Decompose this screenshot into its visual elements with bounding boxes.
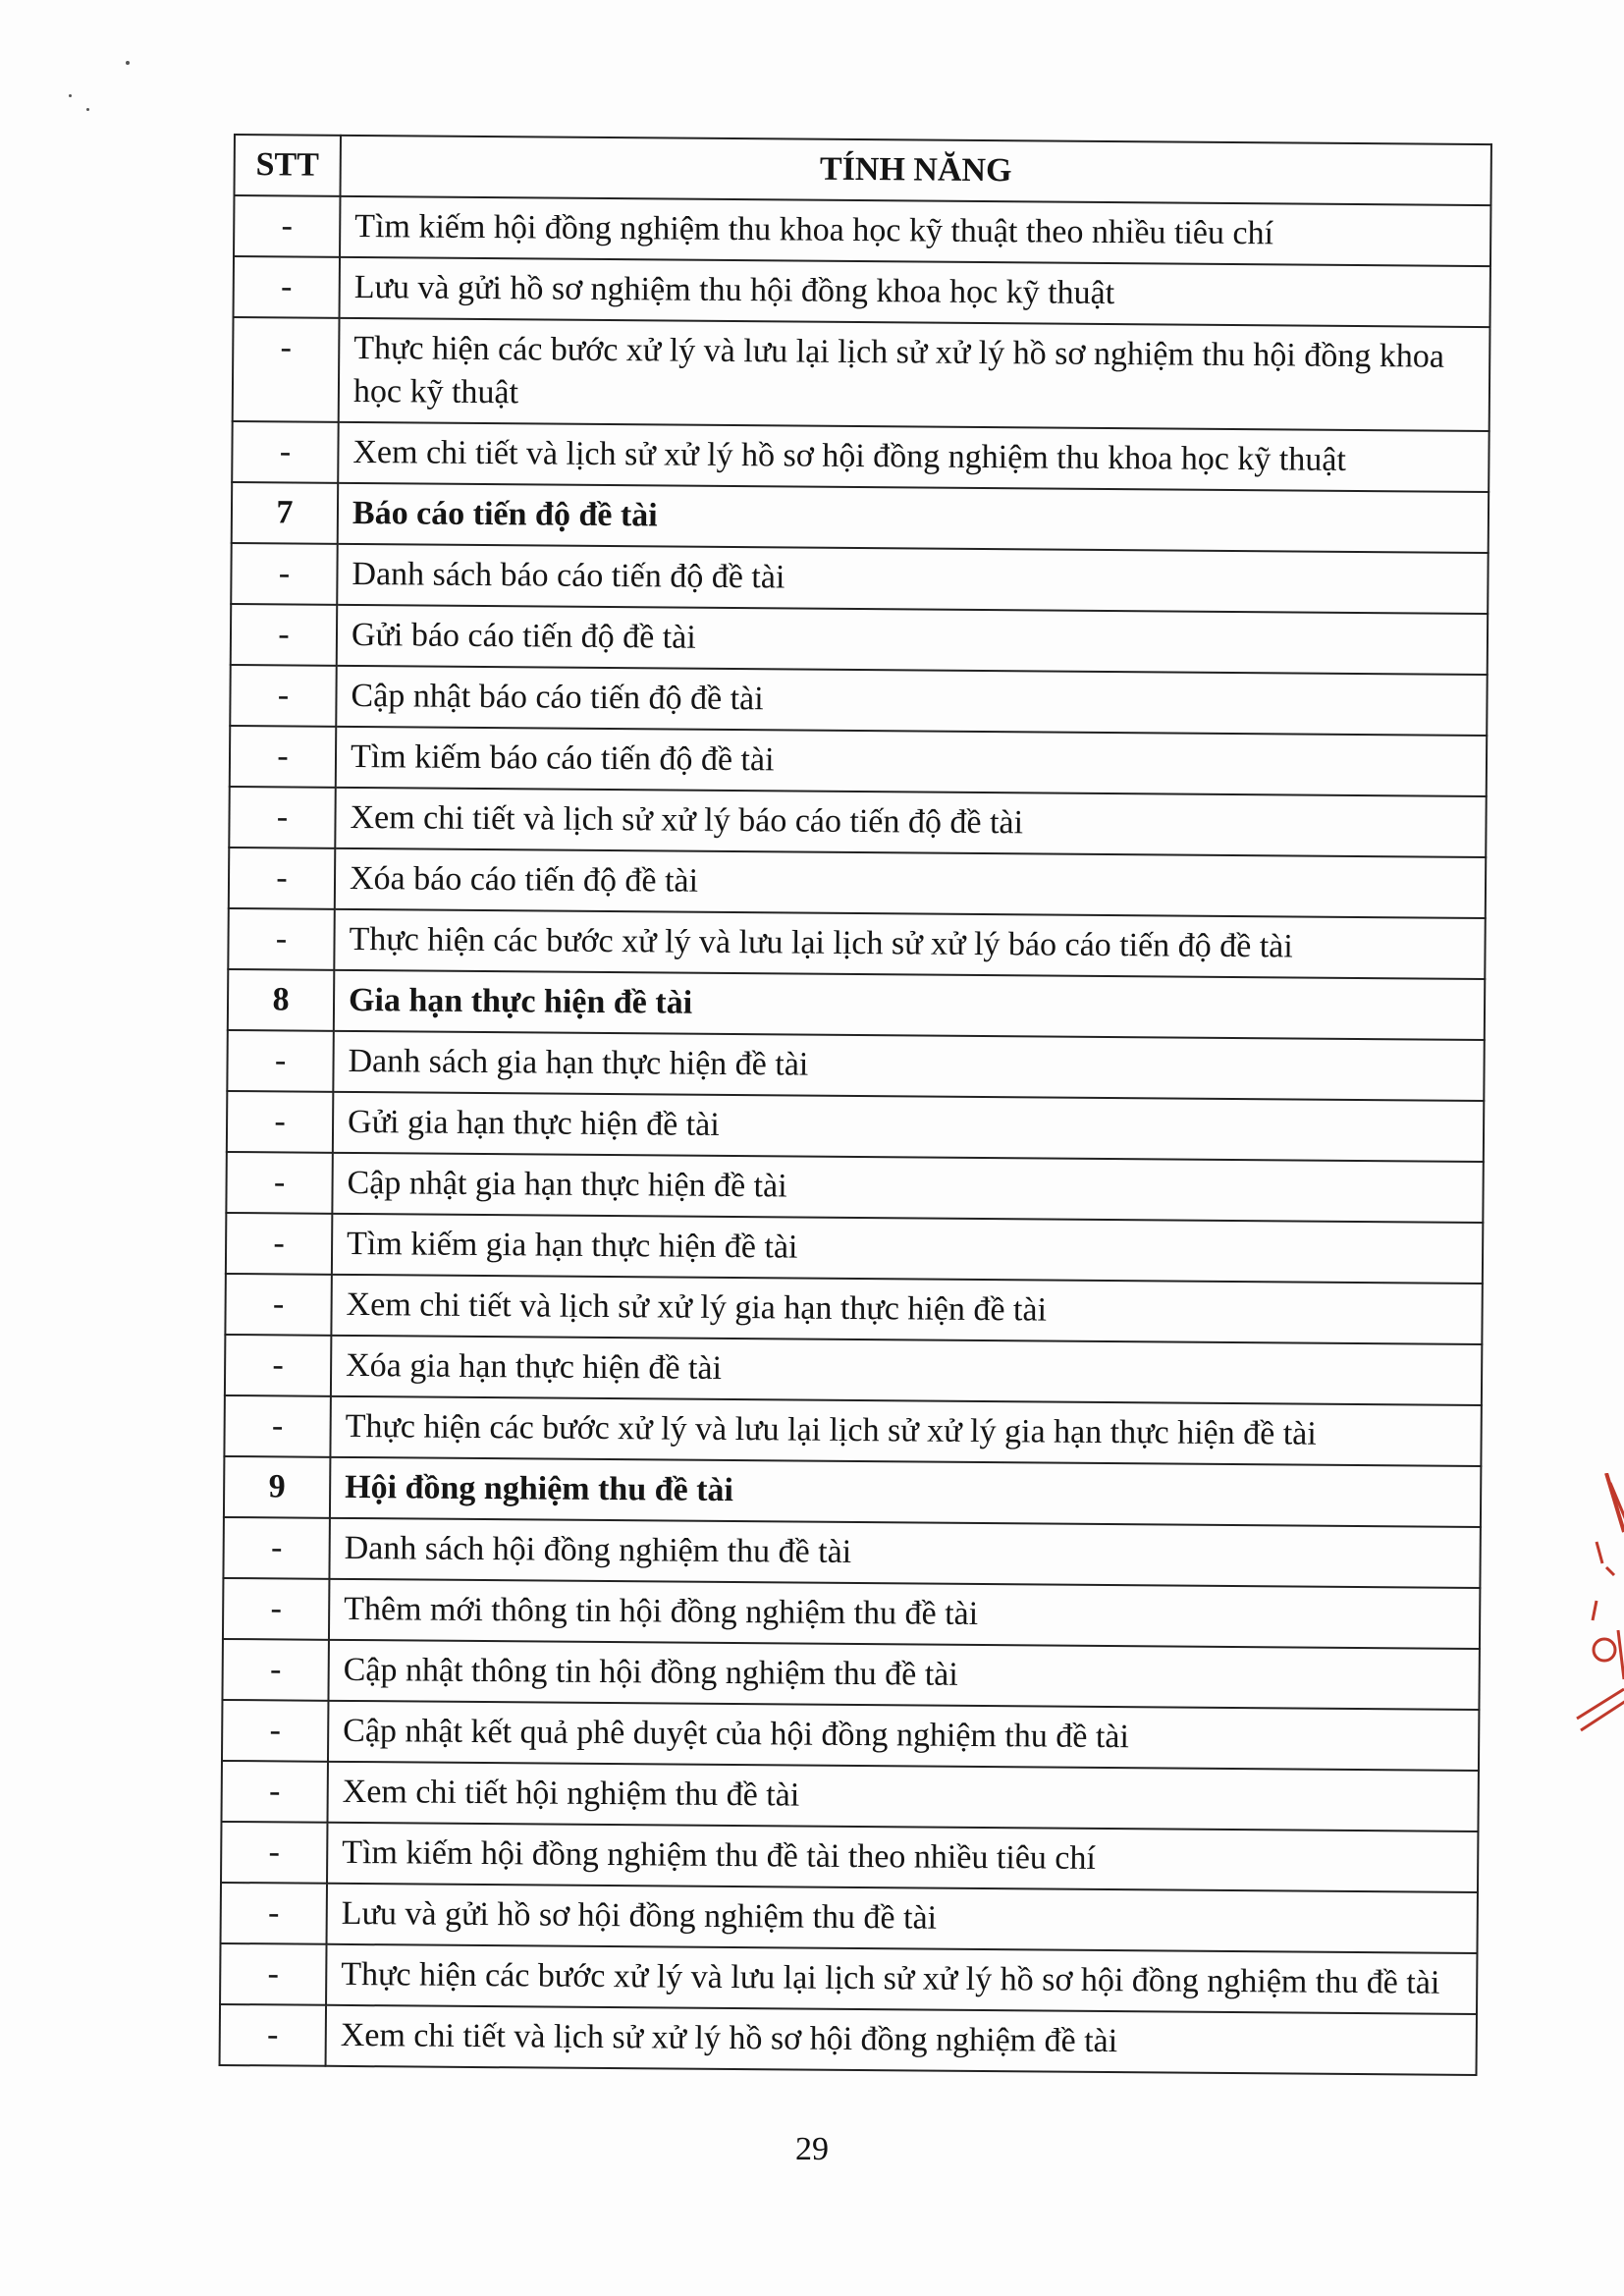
table-row: [221, 1761, 1478, 1831]
table-row: [222, 1639, 1479, 1710]
feature-cell: Xóa gia hạn thực hiện đề tài: [331, 1336, 1482, 1405]
table-row: [229, 847, 1486, 918]
feature-table-body: [220, 195, 1491, 2075]
table-row: [227, 1030, 1484, 1101]
table-header-row: [235, 135, 1491, 205]
table-row: [234, 195, 1490, 266]
feature-cell: Tìm kiếm báo cáo tiến độ đề tài: [336, 727, 1487, 796]
row-stt-cell: -: [222, 1700, 328, 1762]
feature-cell: Gửi gia hạn thực hiện đề tài: [333, 1092, 1484, 1162]
feature-cell: Tìm kiếm hội đồng nghiệm thu đề tài theo nhiều tiêu chí: [327, 1823, 1478, 1892]
row-stt-cell: -: [228, 908, 334, 970]
group-title-cell: Báo cáo tiến độ đề tài: [338, 483, 1489, 553]
row-stt-cell: -: [232, 421, 338, 483]
row-stt-cell: -: [226, 1213, 332, 1275]
table-row: [224, 1395, 1481, 1466]
feature-cell: Xem chi tiết và lịch sử xử lý báo cáo tiến độ đề tài: [335, 788, 1486, 857]
table-row: [231, 543, 1488, 614]
table-row: [234, 256, 1490, 327]
scan-speck: [69, 94, 72, 97]
table-row: [220, 1943, 1477, 2014]
table-row: [227, 1091, 1484, 1162]
table-group-row: [224, 1456, 1481, 1527]
row-stt-cell: -: [234, 256, 340, 318]
feature-cell: Gửi báo cáo tiến độ đề tài: [337, 605, 1488, 675]
table-row: [233, 317, 1490, 431]
table-row: [226, 1213, 1483, 1284]
feature-cell: Cập nhật báo cáo tiến độ đề tài: [336, 666, 1487, 736]
row-stt-cell: -: [225, 1274, 331, 1336]
row-stt-cell: -: [231, 543, 337, 605]
table-row: [230, 726, 1487, 796]
feature-cell: Xem chi tiết và lịch sử xử lý gia hạn thực hiện đề tài: [331, 1275, 1482, 1344]
table-row: [220, 2004, 1477, 2075]
row-stt-cell: -: [223, 1517, 329, 1579]
row-stt-cell: -: [223, 1578, 329, 1640]
row-stt-cell: -: [229, 787, 335, 848]
row-stt-cell: -: [230, 665, 336, 727]
row-stt-cell: -: [220, 2004, 326, 2066]
table-row: [232, 421, 1489, 492]
feature-column-header: TÍNH NĂNG: [341, 136, 1491, 205]
page-number: 29: [795, 2131, 829, 2167]
table-row: [231, 604, 1488, 675]
group-title-cell: Gia hạn thực hiện đề tài: [334, 970, 1485, 1040]
feature-cell: Cập nhật kết quả phê duyệt của hội đồng nghiệm thu đề tài: [328, 1701, 1479, 1771]
feature-cell: Tìm kiếm gia hạn thực hiện đề tài: [332, 1214, 1483, 1284]
feature-table-container: [219, 134, 1490, 2076]
feature-cell: Xem chi tiết và lịch sử xử lý hồ sơ hội đồng nghiệm thu khoa học kỹ thuật: [338, 422, 1489, 492]
row-stt-cell: -: [220, 1943, 326, 2005]
row-stt-cell: -: [221, 1761, 327, 1823]
feature-cell: Cập nhật thông tin hội đồng nghiệm thu đề tài: [328, 1640, 1479, 1710]
table-row: [228, 908, 1485, 979]
row-stt-cell: -: [229, 847, 335, 909]
table-row: [225, 1335, 1482, 1405]
table-group-row: [228, 969, 1485, 1040]
feature-cell: Xem chi tiết hội nghiệm thu đề tài: [327, 1762, 1478, 1831]
row-stt-cell: -: [226, 1152, 332, 1214]
row-stt-cell: -: [224, 1395, 330, 1457]
red-stamp-fragment: [1567, 1473, 1624, 1748]
row-stt-cell: -: [222, 1639, 328, 1701]
row-stt-cell: -: [225, 1335, 331, 1396]
table-group-row: [232, 482, 1489, 553]
feature-cell: Xem chi tiết và lịch sử xử lý hồ sơ hội đồng nghiệm đề tài: [326, 2005, 1477, 2075]
table-row: [226, 1152, 1483, 1223]
table-row: [230, 665, 1487, 736]
feature-cell: Danh sách gia hạn thực hiện đề tài: [333, 1031, 1484, 1101]
feature-cell: Danh sách báo cáo tiến độ đề tài: [337, 544, 1488, 614]
feature-cell: Tìm kiếm hội đồng nghiệm thu khoa học kỹ thuật theo nhiều tiêu chí: [340, 196, 1490, 266]
row-stt-cell: -: [221, 1822, 327, 1884]
feature-cell: Thêm mới thông tin hội đồng nghiệm thu đề tài: [329, 1579, 1480, 1649]
table-row: [221, 1822, 1478, 1892]
row-stt-cell: -: [221, 1883, 327, 1944]
row-stt-cell: 7: [232, 482, 338, 544]
feature-cell: Xóa báo cáo tiến độ đề tài: [335, 848, 1486, 918]
stt-column-header: STT: [235, 135, 341, 196]
group-title-cell: Hội đồng nghiệm thu đề tài: [330, 1457, 1481, 1527]
row-stt-cell: -: [234, 195, 340, 257]
table-row: [223, 1517, 1480, 1588]
row-stt-cell: -: [231, 604, 337, 666]
table-row: [229, 787, 1486, 857]
feature-cell: Cập nhật gia hạn thực hiện đề tài: [332, 1153, 1483, 1223]
feature-cell: Thực hiện các bước xử lý và lưu lại lịch sử xử lý báo cáo tiến độ đề tài: [334, 909, 1485, 979]
scan-speck: [86, 108, 89, 111]
scan-speck: [126, 61, 130, 65]
feature-cell: Thực hiện các bước xử lý và lưu lại lịch sử xử lý hồ sơ hội đồng nghiệm thu đề tài: [326, 1944, 1477, 2014]
feature-table: [219, 134, 1492, 2076]
row-stt-cell: -: [230, 726, 336, 788]
feature-cell: Danh sách hội đồng nghiệm thu đề tài: [329, 1518, 1480, 1588]
table-row: [225, 1274, 1482, 1344]
feature-cell: Lưu và gửi hồ sơ nghiệm thu hội đồng khoa học kỹ thuật: [340, 257, 1490, 327]
row-stt-cell: 9: [224, 1456, 330, 1518]
table-row: [223, 1578, 1480, 1649]
row-stt-cell: -: [233, 317, 340, 422]
feature-cell: Thực hiện các bước xử lý và lưu lại lịch sử xử lý gia hạn thực hiện đề tài: [330, 1396, 1481, 1466]
row-stt-cell: 8: [228, 969, 334, 1031]
row-stt-cell: -: [227, 1030, 333, 1092]
row-stt-cell: -: [227, 1091, 333, 1153]
table-row: [222, 1700, 1479, 1771]
feature-cell: Lưu và gửi hồ sơ hội đồng nghiệm thu đề tài: [327, 1884, 1478, 1953]
feature-cell: Thực hiện các bước xử lý và lưu lại lịch sử xử lý hồ sơ nghiệm thu hội đồng khoa học kỹ thuật: [339, 318, 1490, 431]
table-row: [221, 1883, 1478, 1953]
